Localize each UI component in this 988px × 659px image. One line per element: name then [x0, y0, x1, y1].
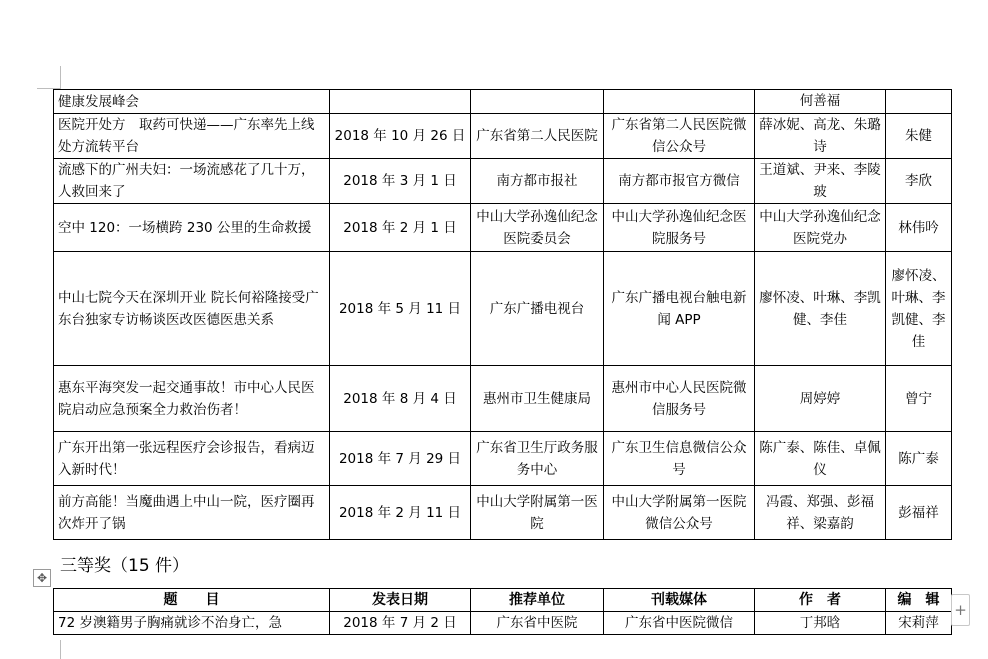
cell-unit: 南方都市报社: [471, 159, 604, 204]
cell-title: 空中 120：一场横跨 230 公里的生命救援: [54, 204, 330, 252]
table-row: [54, 204, 952, 252]
cell-unit: 惠州市卫生健康局: [471, 366, 604, 432]
cell-media: 广东省中医院微信: [604, 612, 755, 635]
cell-media: 中山大学附属第一医院微信公众号: [604, 486, 755, 540]
cell-unit: 广东省卫生厅政务服务中心: [471, 432, 604, 486]
award-table-continued: [53, 89, 952, 540]
cell-date: 2018 年 8 月 4 日: [330, 366, 471, 432]
cell-editor: 李欣: [886, 159, 952, 204]
cell-title: 前方高能！当魔曲遇上中山一院，医疗圈再次炸开了锅: [54, 486, 330, 540]
move-handle-icon[interactable]: ✥: [33, 569, 51, 587]
cell-author: 陈广泰、陈佳、卓佩仪: [755, 432, 886, 486]
cell-date: 2018 年 2 月 11 日: [330, 486, 471, 540]
cell-author: 周婷婷: [755, 366, 886, 432]
cell-date: 2018 年 7 月 2 日: [330, 612, 471, 635]
crop-mark-bottom-vertical: [60, 640, 61, 659]
cell-media: 广东广播电视台触电新闻 APP: [604, 252, 755, 366]
cell-editor: 朱健: [886, 114, 952, 159]
cell-date: 2018 年 3 月 1 日: [330, 159, 471, 204]
cell-author: 丁邦晗: [755, 612, 886, 635]
cell-title: 72 岁澳籍男子胸痛就诊不治身亡，急: [54, 612, 330, 635]
cell-title: 流感下的广州夫妇：一场流感花了几十万，人救回来了: [54, 159, 330, 204]
cell-media: 南方都市报官方微信: [604, 159, 755, 204]
table-row: [54, 159, 952, 204]
cell-author: 廖怀凌、叶琳、李凯健、李佳: [755, 252, 886, 366]
cell-author: 冯霞、郑强、彭福祥、梁嘉韵: [755, 486, 886, 540]
table-row: [54, 366, 952, 432]
cell-title: 广东开出第一张远程医疗会诊报告，看病迈入新时代！: [54, 432, 330, 486]
table-row: [54, 252, 952, 366]
cell-unit: 广东广播电视台: [471, 252, 604, 366]
cell-title: 健康发展峰会: [54, 90, 330, 114]
cell-editor: 彭福祥: [886, 486, 952, 540]
header-date: 发表日期: [330, 589, 471, 612]
cell-title: 中山七院今天在深圳开业 院长何裕隆接受广东台独家专访畅谈医改医德医患关系: [54, 252, 330, 366]
cell-author: 何善福: [755, 90, 886, 114]
header-author: 作 者: [755, 589, 886, 612]
cell-media: 广东省第二人民医院微信公众号: [604, 114, 755, 159]
cell-date: [330, 90, 471, 114]
cell-editor: 宋莉萍: [886, 612, 952, 635]
add-column-icon[interactable]: +: [951, 594, 970, 626]
cell-unit: 广东省中医院: [471, 612, 604, 635]
cell-media: 惠州市中心人民医院微信服务号: [604, 366, 755, 432]
table-row: [54, 612, 952, 635]
header-editor: 编 辑: [886, 589, 952, 612]
header-media: 刊载媒体: [604, 589, 755, 612]
crop-mark-top-vertical: [60, 66, 61, 89]
cell-date: 2018 年 5 月 11 日: [330, 252, 471, 366]
cell-editor: 廖怀凌、叶琳、李凯健、李佳: [886, 252, 952, 366]
table-row: [54, 114, 952, 159]
section-heading-third-prize: 三等奖（15 件）: [60, 556, 190, 576]
cell-editor: [886, 90, 952, 114]
cell-unit: 中山大学附属第一医院: [471, 486, 604, 540]
cell-unit: 中山大学孙逸仙纪念医院委员会: [471, 204, 604, 252]
cell-title: 惠东平海突发一起交通事故！市中心人民医院启动应急预案全力救治伤者！: [54, 366, 330, 432]
cell-author: 薛冰妮、高龙、朱璐诗: [755, 114, 886, 159]
table-row: [54, 90, 952, 114]
cell-media: 中山大学孙逸仙纪念医院服务号: [604, 204, 755, 252]
table-row: [54, 432, 952, 486]
award-table-third-prize: [53, 588, 952, 635]
cell-media: 广东卫生信息微信公众号: [604, 432, 755, 486]
cell-date: 2018 年 10 月 26 日: [330, 114, 471, 159]
table-row: [54, 486, 952, 540]
cell-editor: 陈广泰: [886, 432, 952, 486]
cell-media: [604, 90, 755, 114]
cell-unit: [471, 90, 604, 114]
cell-title: 医院开处方 取药可快递——广东率先上线处方流转平台: [54, 114, 330, 159]
cell-author: 中山大学孙逸仙纪念医院党办: [755, 204, 886, 252]
cell-editor: 曾宁: [886, 366, 952, 432]
table-header-row: [54, 589, 952, 612]
header-title: 题 目: [54, 589, 330, 612]
cell-unit: 广东省第二人民医院: [471, 114, 604, 159]
header-unit: 推荐单位: [471, 589, 604, 612]
cell-date: 2018 年 2 月 1 日: [330, 204, 471, 252]
cell-editor: 林伟吟: [886, 204, 952, 252]
cell-date: 2018 年 7 月 29 日: [330, 432, 471, 486]
cell-author: 王道斌、尹来、李陵玻: [755, 159, 886, 204]
